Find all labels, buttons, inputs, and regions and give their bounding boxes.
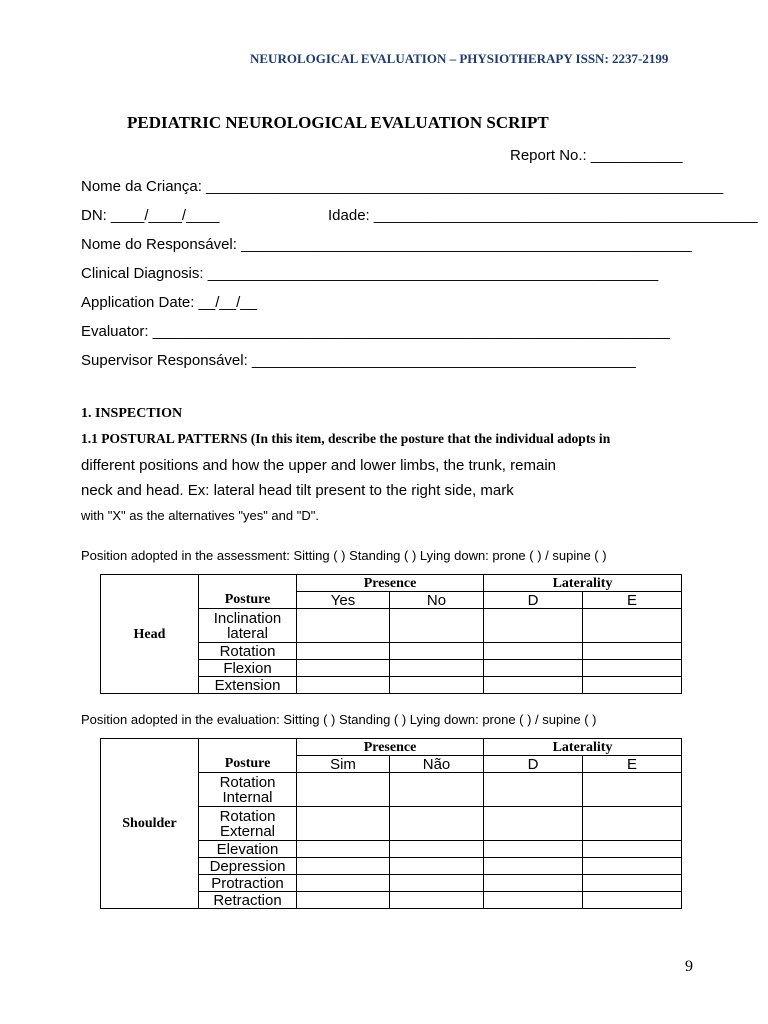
no-header: Não: [390, 756, 484, 773]
e-cell[interactable]: [583, 643, 682, 660]
instruction-line-3: neck and head. Ex: lateral head tilt present to the right side, mark: [81, 482, 514, 499]
d-cell[interactable]: [484, 841, 583, 858]
head-posture-table: [100, 574, 682, 694]
e-cell[interactable]: [583, 858, 682, 875]
section-heading: 1. INSPECTION: [81, 406, 183, 421]
yes-cell[interactable]: [297, 807, 390, 841]
no-cell[interactable]: [390, 773, 484, 807]
e-header: E: [583, 592, 682, 609]
e-cell[interactable]: [583, 892, 682, 909]
no-cell[interactable]: [390, 841, 484, 858]
posture-row-label: Protraction: [199, 875, 297, 892]
d-cell[interactable]: [484, 892, 583, 909]
yes-header: Sim: [297, 756, 390, 773]
d-cell[interactable]: [484, 807, 583, 841]
posture-header: Posture: [199, 592, 297, 609]
yes-header: Yes: [297, 592, 390, 609]
e-cell[interactable]: [583, 609, 682, 643]
yes-cell[interactable]: [297, 609, 390, 643]
no-cell[interactable]: [390, 609, 484, 643]
shoulder-posture-table: [100, 738, 682, 909]
d-cell[interactable]: [484, 643, 583, 660]
yes-cell[interactable]: [297, 892, 390, 909]
d-cell[interactable]: [484, 773, 583, 807]
journal-header: NEUROLOGICAL EVALUATION – PHYSIOTHERAPY ISSN: 2237-2199: [250, 51, 669, 66]
e-cell[interactable]: [583, 875, 682, 892]
no-cell[interactable]: [390, 858, 484, 875]
subsection-heading: 1.1 POSTURAL PATTERNS (In this item, describe the posture that the individual adopts in: [81, 431, 611, 446]
shoulder-region-label: Shoulder: [101, 739, 199, 909]
no-header: No: [390, 592, 484, 609]
posture-row-label: Extension: [199, 677, 297, 694]
posture-row-label: Depression: [199, 858, 297, 875]
page-title: PEDIATRIC NEUROLOGICAL EVALUATION SCRIPT: [127, 113, 549, 132]
clinical-diagnosis-field: Clinical Diagnosis: ______________________________________________________: [81, 265, 659, 282]
child-name-field: Nome da Criança: ______________________________________________________________: [81, 178, 724, 195]
yes-cell[interactable]: [297, 660, 390, 677]
e-cell[interactable]: [583, 841, 682, 858]
d-cell[interactable]: [484, 858, 583, 875]
birth-date-field: DN: ____/____/____: [81, 207, 220, 224]
d-cell[interactable]: [484, 677, 583, 694]
d-header: D: [484, 756, 583, 773]
report-number-field: Report No.: ___________: [510, 147, 683, 164]
presence-header: Presence: [297, 575, 484, 592]
head-region-label: Head: [101, 575, 199, 694]
posture-row-label: Rotation Internal: [199, 773, 297, 807]
posture-row-label: Elevation: [199, 841, 297, 858]
d-cell[interactable]: [484, 875, 583, 892]
posture-header: Posture: [199, 756, 297, 773]
age-field: Idade: ______________________________________________: [328, 207, 758, 224]
posture-row-label: Inclination lateral: [199, 609, 297, 643]
laterality-header: Laterality: [484, 739, 682, 756]
d-cell[interactable]: [484, 609, 583, 643]
e-cell[interactable]: [583, 660, 682, 677]
head-position-text: Position adopted in the assessment: Sitting ( ) Standing ( ) Lying down: prone ( ) / supine ( ): [81, 548, 607, 563]
d-cell[interactable]: [484, 660, 583, 677]
e-header: E: [583, 756, 682, 773]
shoulder-position-text: Position adopted in the evaluation: Sitting ( ) Standing ( ) Lying down: prone ( ) / supine ( ): [81, 712, 597, 727]
e-cell[interactable]: [583, 677, 682, 694]
posture-row-label: Retraction: [199, 892, 297, 909]
no-cell[interactable]: [390, 660, 484, 677]
e-cell[interactable]: [583, 807, 682, 841]
yes-cell[interactable]: [297, 773, 390, 807]
e-cell[interactable]: [583, 773, 682, 807]
presence-header: Presence: [297, 739, 484, 756]
posture-row-label: Rotation External: [199, 807, 297, 841]
no-cell[interactable]: [390, 643, 484, 660]
yes-cell[interactable]: [297, 858, 390, 875]
guardian-name-field: Nome do Responsável: ______________________________________________________: [81, 236, 692, 253]
yes-cell[interactable]: [297, 677, 390, 694]
yes-cell[interactable]: [297, 643, 390, 660]
instruction-line-2: different positions and how the upper and lower limbs, the trunk, remain: [81, 457, 556, 474]
no-cell[interactable]: [390, 807, 484, 841]
supervisor-field: Supervisor Responsável: ______________________________________________: [81, 352, 636, 369]
no-cell[interactable]: [390, 875, 484, 892]
yes-cell[interactable]: [297, 841, 390, 858]
instruction-line-4: with "X" as the alternatives "yes" and "D".: [81, 508, 319, 523]
posture-row-label: Rotation: [199, 643, 297, 660]
no-cell[interactable]: [390, 677, 484, 694]
no-cell[interactable]: [390, 892, 484, 909]
application-date-field: Application Date: __/__/__: [81, 294, 257, 311]
posture-row-label: Flexion: [199, 660, 297, 677]
laterality-header: Laterality: [484, 575, 682, 592]
d-header: D: [484, 592, 583, 609]
page-number: 9: [685, 958, 693, 975]
evaluator-field: Evaluator: ______________________________________________________________: [81, 323, 670, 340]
yes-cell[interactable]: [297, 875, 390, 892]
